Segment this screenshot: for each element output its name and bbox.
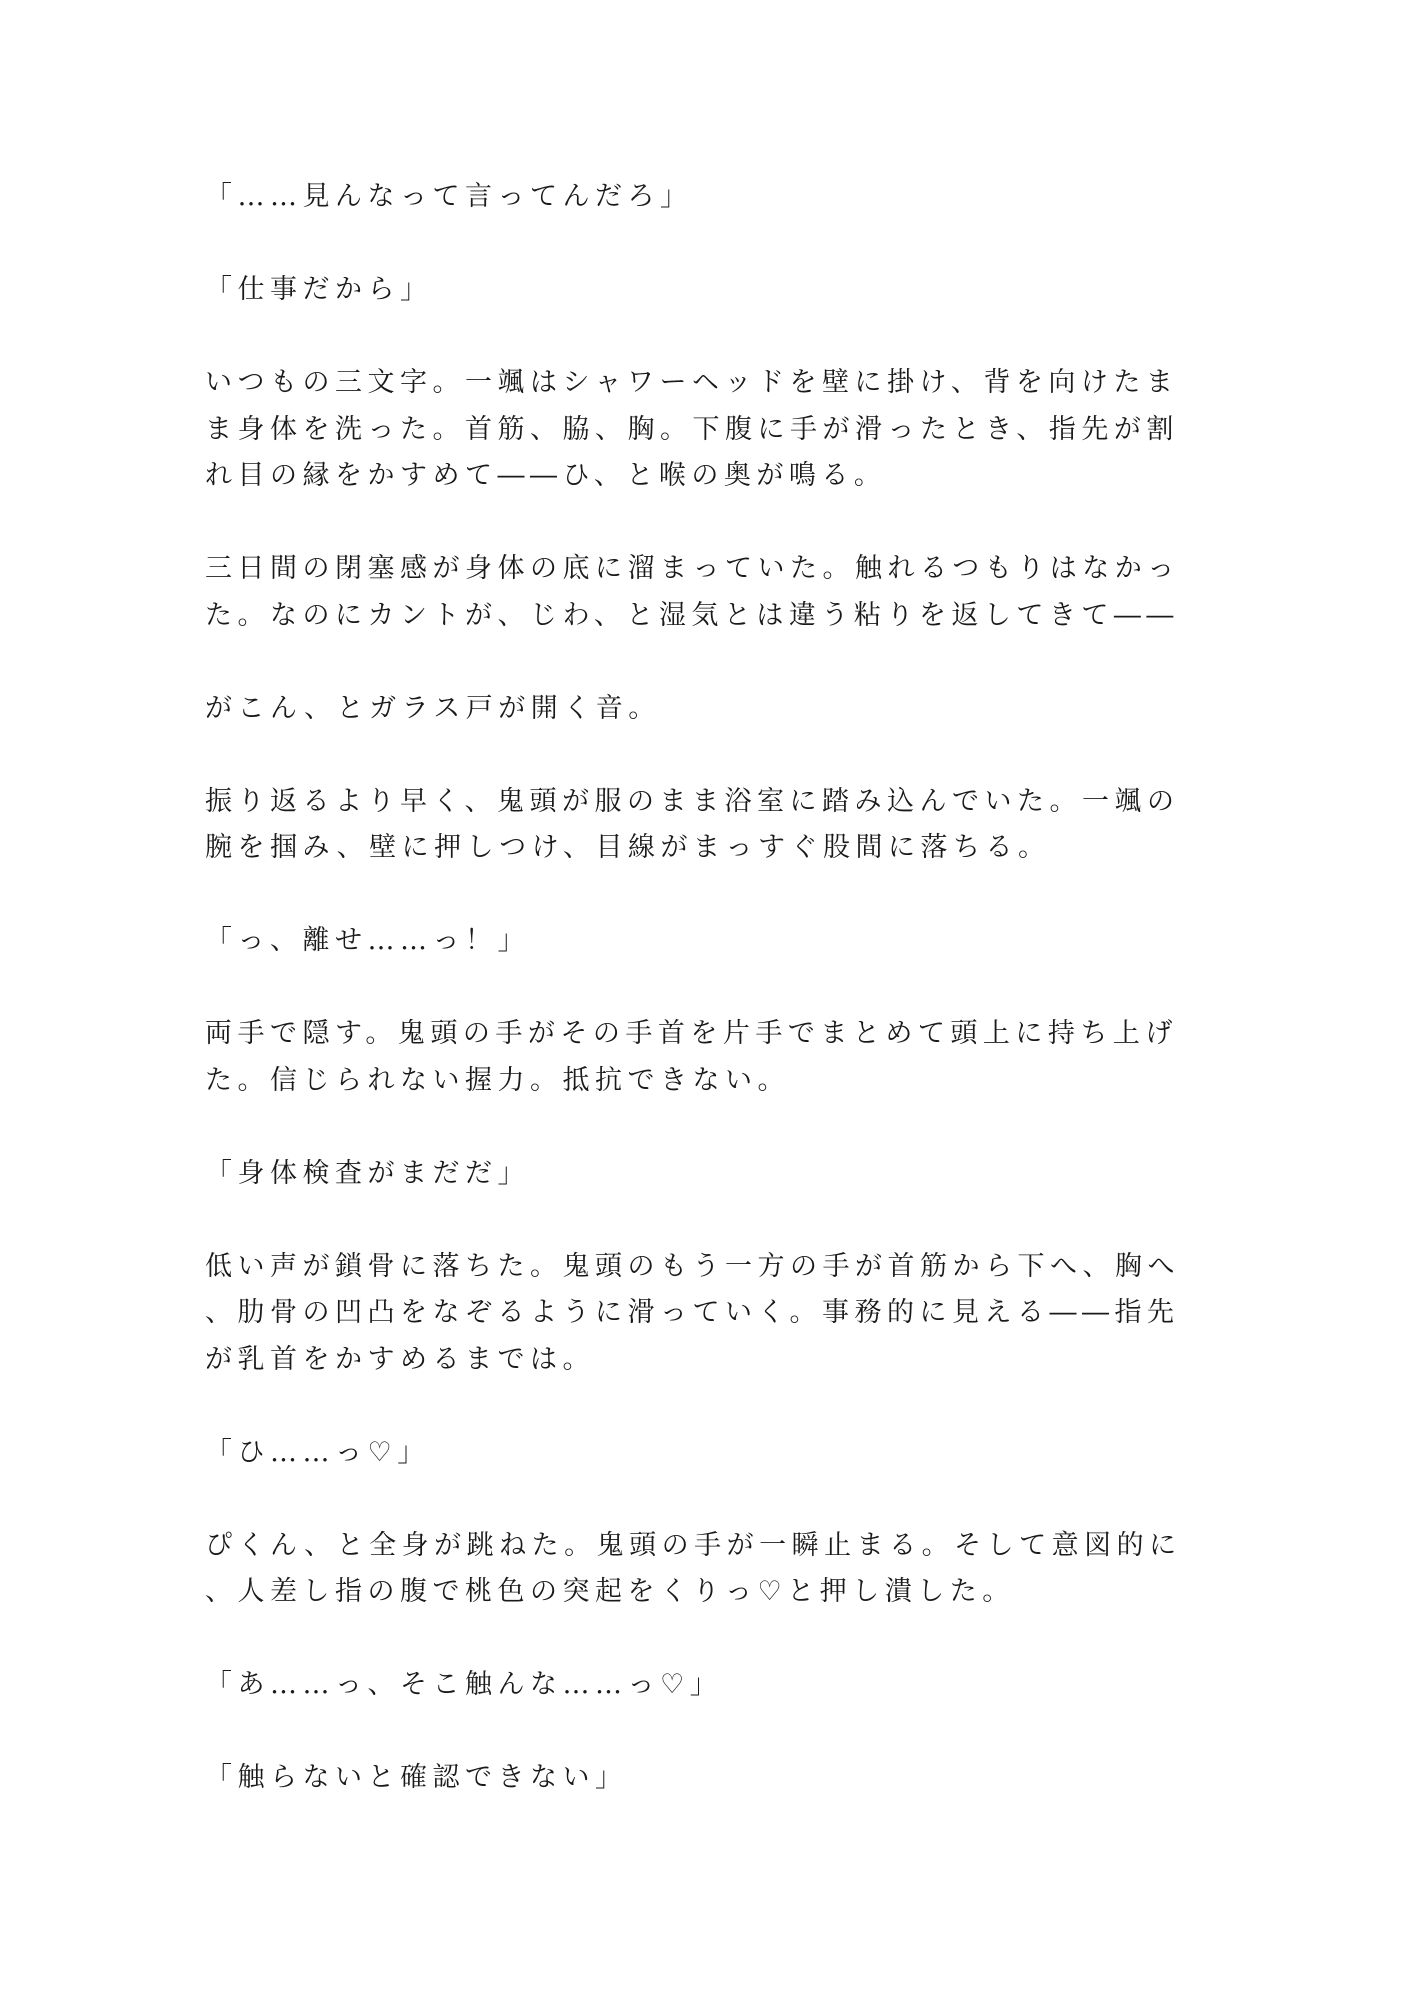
paragraph — [205, 1523, 1215, 1616]
paragraph — [205, 360, 1215, 500]
paragraph — [205, 1662, 1215, 1709]
text-line: 「あ……っ、そこ触んな……っ♡」 — [205, 1669, 723, 1700]
paragraph — [205, 779, 1215, 872]
document-page — [205, 174, 1215, 1848]
text-line: た。信じられない握力。抵抗できない。 — [205, 1064, 790, 1096]
text-line: 「っ、離せ……っ！」 — [205, 925, 530, 956]
text-line: がこん、とガラス戸が開く音。 — [205, 692, 661, 724]
text-line: 低い声が鎖骨に落ちた。鬼頭のもう一方の手が首筋から下へ、胸へ — [205, 1250, 1180, 1282]
paragraph — [205, 1755, 1215, 1802]
text-line: いつもの三文字。一颯はシャワーヘッドを壁に掛け、背を向けたま — [205, 367, 1179, 398]
text-line: 腕を掴み、壁に押しつけ、目線がまっすぐ股間に落ちる。 — [205, 832, 1051, 863]
text-line: ま身体を洗った。首筋、脇、胸。下腹に手が滑ったとき、指先が割 — [205, 413, 1179, 445]
paragraph — [205, 1151, 1215, 1198]
paragraph — [205, 1011, 1215, 1104]
text-line: 三日間の閉塞感が身体の底に溜まっていた。触れるつもりはなかっ — [205, 553, 1180, 584]
text-line: 「ひ……っ♡」 — [205, 1436, 430, 1468]
paragraph — [205, 174, 1215, 221]
text-line: が乳首をかすめるまでは。 — [205, 1343, 595, 1375]
text-line: 、肋骨の凹凸をなぞるように滑っていく。事務的に見える――指先 — [205, 1297, 1180, 1328]
text-line: 両手で隠す。鬼頭の手がその手首を片手でまとめて頭上に持ち上げ — [205, 1018, 1178, 1049]
text-line: れ目の縁をかすめて――ひ、と喉の奥が鳴る。 — [205, 460, 887, 491]
text-line: 振り返るより早く、鬼頭が服のまま浴室に踏み込んでいた。一颯の — [205, 785, 1180, 817]
text-line: 「……見んなって言ってんだろ」 — [205, 181, 693, 212]
paragraph — [205, 686, 1215, 733]
text-line: ぴくん、と全身が跳ねた。鬼頭の手が一瞬止まる。そして意図的に — [205, 1529, 1182, 1561]
text-line: 「触らないと確認できない」 — [205, 1762, 628, 1793]
paragraph — [205, 1244, 1215, 1384]
text-line: 「身体検査がまだだ」 — [205, 1157, 530, 1189]
paragraph — [205, 546, 1215, 639]
text-line: 「仕事だから」 — [205, 274, 433, 305]
text-line: 、人差し指の腹で桃色の突起をくりっ♡と押し潰した。 — [205, 1576, 1015, 1607]
paragraph — [205, 1430, 1215, 1477]
paragraph — [205, 918, 1215, 965]
paragraph — [205, 267, 1215, 314]
text-line: た。なのにカントが、じわ、と湿気とは違う粘りを返してきて―― — [205, 599, 1179, 631]
